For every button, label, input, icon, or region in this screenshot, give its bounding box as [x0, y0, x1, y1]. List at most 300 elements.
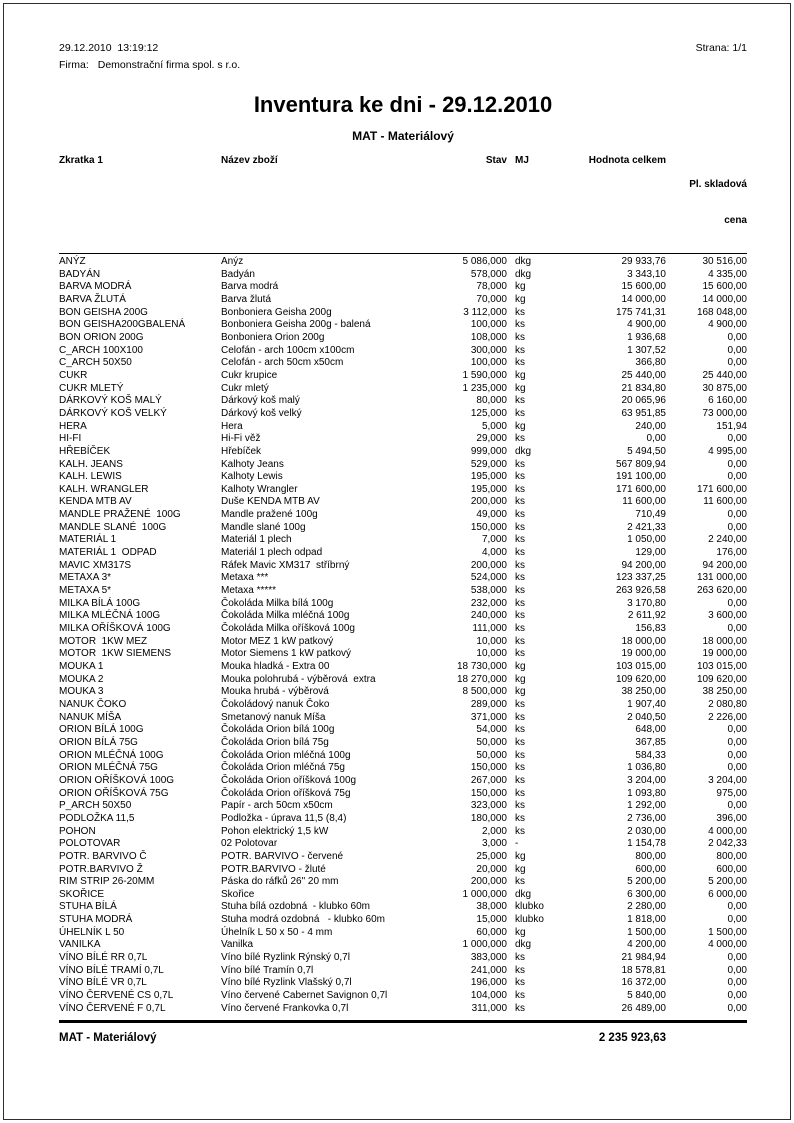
- item-total-value: 2 421,33: [627, 521, 666, 533]
- item-unit: ks: [515, 812, 525, 824]
- table-row: [59, 345, 747, 358]
- item-quantity: 195,000: [470, 471, 507, 483]
- item-code: P_ARCH 50X50: [59, 800, 132, 812]
- item-code: ORION OŘÍŠKOVÁ 75G: [59, 787, 169, 799]
- table-row: [59, 851, 747, 864]
- item-stock-price: 19 000,00: [702, 648, 747, 660]
- table-row: [59, 370, 747, 383]
- item-stock-price: 0,00: [727, 433, 747, 445]
- item-name: Víno červené Frankovka 0,7l: [221, 1002, 349, 1014]
- item-stock-price: 0,00: [727, 331, 747, 343]
- item-quantity: 195,000: [470, 483, 507, 495]
- item-stock-price: 0,00: [727, 724, 747, 736]
- item-unit: ks: [515, 433, 525, 445]
- item-total-value: 6 300,00: [627, 888, 666, 900]
- item-name: Hi-Fi věž: [221, 433, 261, 445]
- item-code: KALH. WRANGLER: [59, 483, 149, 495]
- item-code: MOTOR 1KW SIEMENS: [59, 648, 172, 660]
- item-name: Víno červené Cabernet Savignon 0,7l: [221, 990, 388, 1002]
- item-stock-price: 109 620,00: [696, 673, 747, 685]
- item-quantity: 7,000: [481, 534, 507, 546]
- table-row: [59, 509, 747, 522]
- table-row: [59, 712, 747, 725]
- item-quantity: 60,000: [476, 926, 507, 938]
- item-total-value: 0,00: [646, 433, 666, 445]
- item-stock-price: 0,00: [727, 521, 747, 533]
- footer-total-value: 2 235 923,63: [598, 1032, 666, 1045]
- item-total-value: 20 065,96: [621, 395, 666, 407]
- item-stock-price: 6 160,00: [708, 395, 747, 407]
- item-total-value: 1 307,52: [627, 344, 666, 356]
- item-quantity: 196,000: [470, 977, 507, 989]
- item-name: Celofán - arch 50cm x50cm: [221, 357, 344, 369]
- item-code: MOUKA 2: [59, 673, 104, 685]
- item-name: Ráfek Mavic XM317 stříbrný: [221, 559, 350, 571]
- item-unit: kg: [515, 686, 526, 698]
- table-row: [59, 813, 747, 826]
- item-unit: ks: [515, 597, 525, 609]
- item-total-value: 1 050,00: [627, 534, 666, 546]
- item-total-value: 1 936,68: [627, 331, 666, 343]
- item-quantity: 578,000: [470, 268, 507, 280]
- item-quantity: 20,000: [476, 863, 507, 875]
- item-name: Bonboniera Geisha 200g - balená: [221, 319, 371, 331]
- table-row: [59, 471, 747, 484]
- item-unit: ks: [515, 331, 525, 343]
- item-quantity: 18 270,000: [456, 673, 507, 685]
- footer-group-label: MAT - Materiálový: [59, 1032, 157, 1045]
- item-unit: ks: [515, 762, 525, 774]
- item-stock-price: 6 000,00: [708, 888, 747, 900]
- item-stock-price: 0,00: [727, 736, 747, 748]
- item-code: C_ARCH 50X50: [59, 357, 132, 369]
- item-name: Hera: [221, 420, 243, 432]
- item-quantity: 50,000: [476, 749, 507, 761]
- item-name: Smetanový nanuk Míša: [221, 711, 326, 723]
- item-total-value: 710,49: [635, 509, 666, 521]
- item-unit: ks: [515, 635, 525, 647]
- item-code: MILKA OŘÍŠKOVÁ 100G: [59, 623, 171, 635]
- table-row: [59, 459, 747, 472]
- item-quantity: 150,000: [470, 787, 507, 799]
- table-row: [59, 838, 747, 851]
- item-total-value: 11 600,00: [622, 496, 666, 508]
- item-unit: ks: [515, 306, 525, 318]
- item-code: RIM STRIP 26-20MM: [59, 876, 155, 888]
- item-code: KALH. JEANS: [59, 458, 123, 470]
- item-stock-price: 103 015,00: [696, 661, 747, 672]
- item-code: METAXA 3*: [59, 572, 112, 584]
- item-code: ANÝZ: [59, 256, 86, 267]
- item-name: Čokoláda Orion oříšková 75g: [221, 787, 351, 799]
- item-quantity: 1 000,000: [462, 888, 507, 900]
- item-name: Čokoláda Orion mléčná 75g: [221, 762, 345, 774]
- item-unit: ks: [515, 774, 525, 786]
- table-row: [59, 383, 747, 396]
- item-code: MOUKA 3: [59, 686, 104, 698]
- item-unit: ks: [515, 572, 525, 584]
- item-total-value: 5 200,00: [627, 876, 666, 888]
- item-quantity: 3 112,000: [463, 306, 507, 318]
- item-total-value: 240,00: [635, 420, 666, 432]
- item-unit: ks: [515, 876, 525, 888]
- item-total-value: 2 040,50: [627, 711, 666, 723]
- table-row: [59, 281, 747, 294]
- item-quantity: 10,000: [476, 648, 507, 660]
- item-unit: ks: [515, 319, 525, 331]
- item-quantity: 104,000: [470, 990, 507, 1002]
- item-unit: ks: [515, 559, 525, 571]
- item-stock-price: 0,00: [727, 952, 747, 964]
- item-name: Úhelník L 50 x 50 - 4 mm: [221, 926, 333, 938]
- item-name: Bonboniera Geisha 200g: [221, 306, 332, 318]
- item-name: Mouka polohrubá - výběrová extra: [221, 673, 376, 685]
- item-code: MOTOR 1KW MEZ: [59, 635, 148, 647]
- column-header-zkratka: Zkratka 1: [59, 155, 221, 254]
- item-total-value: 648,00: [635, 724, 666, 736]
- item-code: HERA: [59, 420, 87, 432]
- item-total-value: 171 600,00: [615, 483, 666, 495]
- item-code: ÚHELNÍK L 50: [59, 926, 125, 938]
- item-code: METAXA 5*: [59, 585, 112, 597]
- item-unit: ks: [515, 648, 525, 660]
- table-row: [59, 775, 747, 788]
- item-stock-price: 0,00: [727, 901, 747, 913]
- item-stock-price: 0,00: [727, 964, 747, 976]
- item-quantity: 529,000: [470, 458, 507, 470]
- column-header-skladova-cena: [666, 155, 747, 254]
- item-total-value: 191 100,00: [615, 471, 666, 483]
- item-total-value: 18 578,81: [621, 964, 666, 976]
- item-stock-price: 168 048,00: [696, 306, 747, 318]
- item-stock-price: 4 000,00: [708, 939, 747, 951]
- item-total-value: 1 818,00: [627, 914, 666, 926]
- item-unit: ks: [515, 610, 525, 622]
- item-unit: dkg: [515, 888, 532, 900]
- item-unit: ks: [515, 952, 525, 964]
- item-unit: klubko: [515, 914, 544, 926]
- item-name: Čokoláda Milka bílá 100g: [221, 597, 334, 609]
- column-header-mj: MJ: [507, 155, 551, 254]
- item-name: Mandle pražené 100g: [221, 509, 318, 521]
- item-stock-price: 25 440,00: [702, 369, 747, 381]
- item-code: ORION MLÉČNÁ 100G: [59, 749, 164, 761]
- item-code: POTR.BARVIVO Ž: [59, 863, 143, 875]
- item-unit: ks: [515, 825, 525, 837]
- item-stock-price: 3 204,00: [708, 774, 747, 786]
- item-unit: kg: [515, 673, 526, 685]
- item-total-value: 123 337,25: [615, 572, 666, 584]
- item-name: Barva žlutá: [221, 293, 272, 305]
- item-code: PODLOŽKA 11,5: [59, 812, 135, 824]
- table-row: [59, 572, 747, 585]
- table-row: [59, 332, 747, 345]
- item-total-value: 263 926,58: [615, 585, 666, 597]
- item-quantity: 267,000: [470, 774, 507, 786]
- item-quantity: 200,000: [470, 559, 507, 571]
- item-code: BON ORION 200G: [59, 331, 144, 343]
- item-code: C_ARCH 100X100: [59, 344, 143, 356]
- column-header-hodnota: Hodnota celkem: [551, 155, 666, 254]
- table-row: [59, 977, 747, 990]
- item-quantity: 1 235,000: [462, 382, 507, 394]
- item-total-value: 2 736,00: [627, 812, 666, 824]
- item-stock-price: 131 000,00: [696, 572, 747, 584]
- item-code: POHON: [59, 825, 96, 837]
- inventory-table: [59, 155, 747, 1015]
- table-row: [59, 484, 747, 497]
- item-unit: dkg: [515, 268, 532, 280]
- item-code: HŘEBÍČEK: [59, 445, 111, 457]
- item-name: Motor MEZ 1 kW patkový: [221, 635, 334, 647]
- item-stock-price: 176,00: [716, 547, 747, 559]
- item-stock-price: 30 875,00: [702, 382, 747, 394]
- item-stock-price: 4 335,00: [708, 268, 747, 280]
- item-unit: kg: [515, 850, 526, 862]
- table-row: [59, 965, 747, 978]
- item-quantity: 3,000: [481, 838, 507, 850]
- item-stock-price: 171 600,00: [696, 483, 747, 495]
- table-row: [59, 952, 747, 965]
- table-row: [59, 737, 747, 750]
- table-row: [59, 699, 747, 712]
- table-row: [59, 357, 747, 370]
- item-stock-price: 0,00: [727, 623, 747, 635]
- item-name: Duše KENDA MTB AV: [221, 496, 320, 508]
- item-quantity: 5,000: [481, 420, 507, 432]
- item-stock-price: 4 900,00: [708, 319, 747, 331]
- item-code: MANDLE SLANÉ 100G: [59, 521, 167, 533]
- item-unit: dkg: [515, 256, 532, 267]
- item-code: BARVA ŽLUTÁ: [59, 293, 126, 305]
- item-stock-price: 18 000,00: [702, 635, 747, 647]
- table-row: [59, 864, 747, 877]
- table-row: [59, 1003, 747, 1016]
- item-quantity: 78,000: [476, 281, 507, 293]
- item-quantity: 4,000: [481, 547, 507, 559]
- item-unit: ks: [515, 623, 525, 635]
- item-unit: dkg: [515, 939, 532, 951]
- item-unit: kg: [515, 420, 526, 432]
- table-row: [59, 648, 747, 661]
- item-unit: -: [515, 838, 519, 850]
- item-code: NANUK ČOKO: [59, 698, 127, 710]
- item-name: Cukr krupice: [221, 369, 278, 381]
- item-unit: kg: [515, 369, 526, 381]
- item-quantity: 100,000: [470, 357, 507, 369]
- item-total-value: 16 372,00: [621, 977, 666, 989]
- item-name: Metaxa ***: [221, 572, 269, 584]
- item-unit: ks: [515, 458, 525, 470]
- item-quantity: 200,000: [470, 496, 507, 508]
- item-code: ORION BÍLÁ 100G: [59, 724, 144, 736]
- table-row: [59, 496, 747, 509]
- item-total-value: 109 620,00: [615, 673, 666, 685]
- item-unit: kg: [515, 661, 526, 672]
- item-quantity: 200,000: [470, 876, 507, 888]
- item-total-value: 18 000,00: [621, 635, 666, 647]
- item-name: Kalhoty Jeans: [221, 458, 284, 470]
- item-name: Čokoládový nanuk Čoko: [221, 698, 330, 710]
- item-total-value: 367,85: [635, 736, 666, 748]
- item-name: Bonboniera Orion 200g: [221, 331, 325, 343]
- item-total-value: 25 440,00: [621, 369, 666, 381]
- item-total-value: 19 000,00: [621, 648, 666, 660]
- item-stock-price: 5 200,00: [708, 876, 747, 888]
- item-quantity: 240,000: [470, 610, 507, 622]
- item-code: MATERIÁL 1: [59, 534, 117, 546]
- item-quantity: 15,000: [476, 914, 507, 926]
- item-code: VANILKA: [59, 939, 101, 951]
- item-unit: ks: [515, 521, 525, 533]
- item-quantity: 111,000: [472, 623, 507, 635]
- item-total-value: 2 611,92: [627, 610, 666, 622]
- item-stock-price: 0,00: [727, 1002, 747, 1014]
- table-row: [59, 547, 747, 560]
- item-stock-price: 0,00: [727, 762, 747, 774]
- item-name: Cukr mletý: [221, 382, 269, 394]
- item-code: BON GEISHA200GBALENÁ: [59, 319, 186, 331]
- item-code: ORION BÍLÁ 75G: [59, 736, 138, 748]
- item-code: MAVIC XM317S: [59, 559, 132, 571]
- item-quantity: 38,000: [476, 901, 507, 913]
- item-quantity: 108,000: [470, 331, 507, 343]
- item-quantity: 50,000: [476, 736, 507, 748]
- item-stock-price: 2 226,00: [708, 711, 747, 723]
- item-code: VÍNO BÍLÉ RR 0,7L: [59, 952, 148, 964]
- item-code: ORION OŘÍŠKOVÁ 100G: [59, 774, 175, 786]
- item-total-value: 1 154,78: [627, 838, 666, 850]
- page-number: Strana: 1/1: [695, 42, 747, 54]
- item-stock-price: 11 600,00: [703, 496, 747, 508]
- item-unit: ks: [515, 483, 525, 495]
- item-stock-price: 15 600,00: [702, 281, 747, 293]
- item-name: Metaxa *****: [221, 585, 277, 597]
- item-name: Motor Siemens 1 kW patkový: [221, 648, 352, 660]
- report-footer: [59, 1020, 747, 1045]
- table-row: [59, 762, 747, 775]
- item-code: BARVA MODRÁ: [59, 281, 132, 293]
- item-name: Stuha bílá ozdobná - klubko 60m: [221, 901, 370, 913]
- report-page: [59, 0, 747, 1045]
- table-row: [59, 636, 747, 649]
- item-total-value: 15 600,00: [621, 281, 666, 293]
- item-total-value: 129,00: [635, 547, 666, 559]
- item-code: MATERIÁL 1 ODPAD: [59, 547, 157, 559]
- table-row: [59, 522, 747, 535]
- item-code: DÁRKOVÝ KOŠ VELKÝ: [59, 407, 167, 419]
- table-header-row: [59, 155, 747, 254]
- report-meta-line2: [59, 59, 747, 72]
- item-name: Mouka hladká - Extra 00: [221, 661, 330, 672]
- item-code: POLOTOVAR: [59, 838, 121, 850]
- table-row: [59, 939, 747, 952]
- column-header-skladova-line1: Pl. skladová: [689, 179, 747, 190]
- item-name: Hřebíček: [221, 445, 262, 457]
- item-name: Mandle slané 100g: [221, 521, 306, 533]
- item-total-value: 800,00: [635, 850, 666, 862]
- item-quantity: 80,000: [476, 395, 507, 407]
- item-name: Pohon elektrický 1,5 kW: [221, 825, 329, 837]
- item-total-value: 1 292,00: [627, 800, 666, 812]
- item-code: MILKA BÍLÁ 100G: [59, 597, 141, 609]
- table-row: [59, 901, 747, 914]
- item-total-value: 21 984,94: [621, 952, 666, 964]
- item-stock-price: 151,94: [716, 420, 747, 432]
- item-name: Víno bílé Tramín 0,7l: [221, 964, 314, 976]
- item-total-value: 38 250,00: [621, 686, 666, 698]
- table-row: [59, 674, 747, 687]
- item-unit: ks: [515, 344, 525, 356]
- item-name: Materiál 1 plech odpad: [221, 547, 323, 559]
- item-quantity: 311,000: [471, 1002, 507, 1014]
- item-quantity: 999,000: [470, 445, 507, 457]
- item-code: STUHA BÍLÁ: [59, 901, 117, 913]
- item-code: MANDLE PRAŽENÉ 100G: [59, 509, 181, 521]
- table-row: [59, 990, 747, 1003]
- table-row: [59, 788, 747, 801]
- table-row: [59, 876, 747, 889]
- table-row: [59, 724, 747, 737]
- item-stock-price: 800,00: [716, 850, 747, 862]
- item-total-value: 2 280,00: [627, 901, 666, 913]
- item-unit: ks: [515, 964, 525, 976]
- item-name: Papír - arch 50cm x50cm: [221, 800, 333, 812]
- item-unit: dkg: [515, 445, 532, 457]
- item-stock-price: 0,00: [727, 914, 747, 926]
- table-row: [59, 585, 747, 598]
- item-code: KALH. LEWIS: [59, 471, 122, 483]
- item-stock-price: 94 200,00: [702, 559, 747, 571]
- table-row: [59, 421, 747, 434]
- item-total-value: 29 933,76: [621, 256, 666, 267]
- item-code: VÍNO ČERVENÉ F 0,7L: [59, 1002, 166, 1014]
- item-unit: ks: [515, 357, 525, 369]
- item-stock-price: 1 500,00: [708, 926, 747, 938]
- item-name: Podložka - úprava 11,5 (8,4): [221, 812, 347, 824]
- item-quantity: 1 590,000: [462, 369, 507, 381]
- item-code: STUHA MODRÁ: [59, 914, 133, 926]
- item-name: Čokoláda Orion oříšková 100g: [221, 774, 357, 786]
- table-row: [59, 254, 747, 269]
- item-quantity: 18 730,000: [456, 661, 507, 672]
- item-stock-price: 0,00: [727, 509, 747, 521]
- item-name: Čokoláda Orion mléčná 100g: [221, 749, 351, 761]
- item-name: 02 Polotovar: [221, 838, 278, 850]
- item-stock-price: 0,00: [727, 977, 747, 989]
- item-code: CUKR: [59, 369, 88, 381]
- item-name: Víno bílé Ryzlink Rýnský 0,7l: [221, 952, 350, 964]
- item-stock-price: 0,00: [727, 800, 747, 812]
- item-code: HI-FI: [59, 433, 82, 445]
- item-unit: kg: [515, 293, 526, 305]
- item-code: BADYÁN: [59, 268, 101, 280]
- item-quantity: 70,000: [476, 293, 507, 305]
- item-stock-price: 0,00: [727, 357, 747, 369]
- item-stock-price: 2 240,00: [708, 534, 747, 546]
- item-quantity: 10,000: [476, 635, 507, 647]
- table-row: [59, 927, 747, 940]
- item-stock-price: 4 995,00: [708, 445, 747, 457]
- item-name: Mouka hrubá - výběrová: [221, 686, 329, 698]
- table-row: [59, 294, 747, 307]
- item-name: Skořice: [221, 888, 255, 900]
- table-row: [59, 307, 747, 320]
- item-stock-price: 0,00: [727, 458, 747, 470]
- item-quantity: 29,000: [476, 433, 507, 445]
- item-total-value: 3 343,10: [627, 268, 666, 280]
- item-stock-price: 0,00: [727, 749, 747, 761]
